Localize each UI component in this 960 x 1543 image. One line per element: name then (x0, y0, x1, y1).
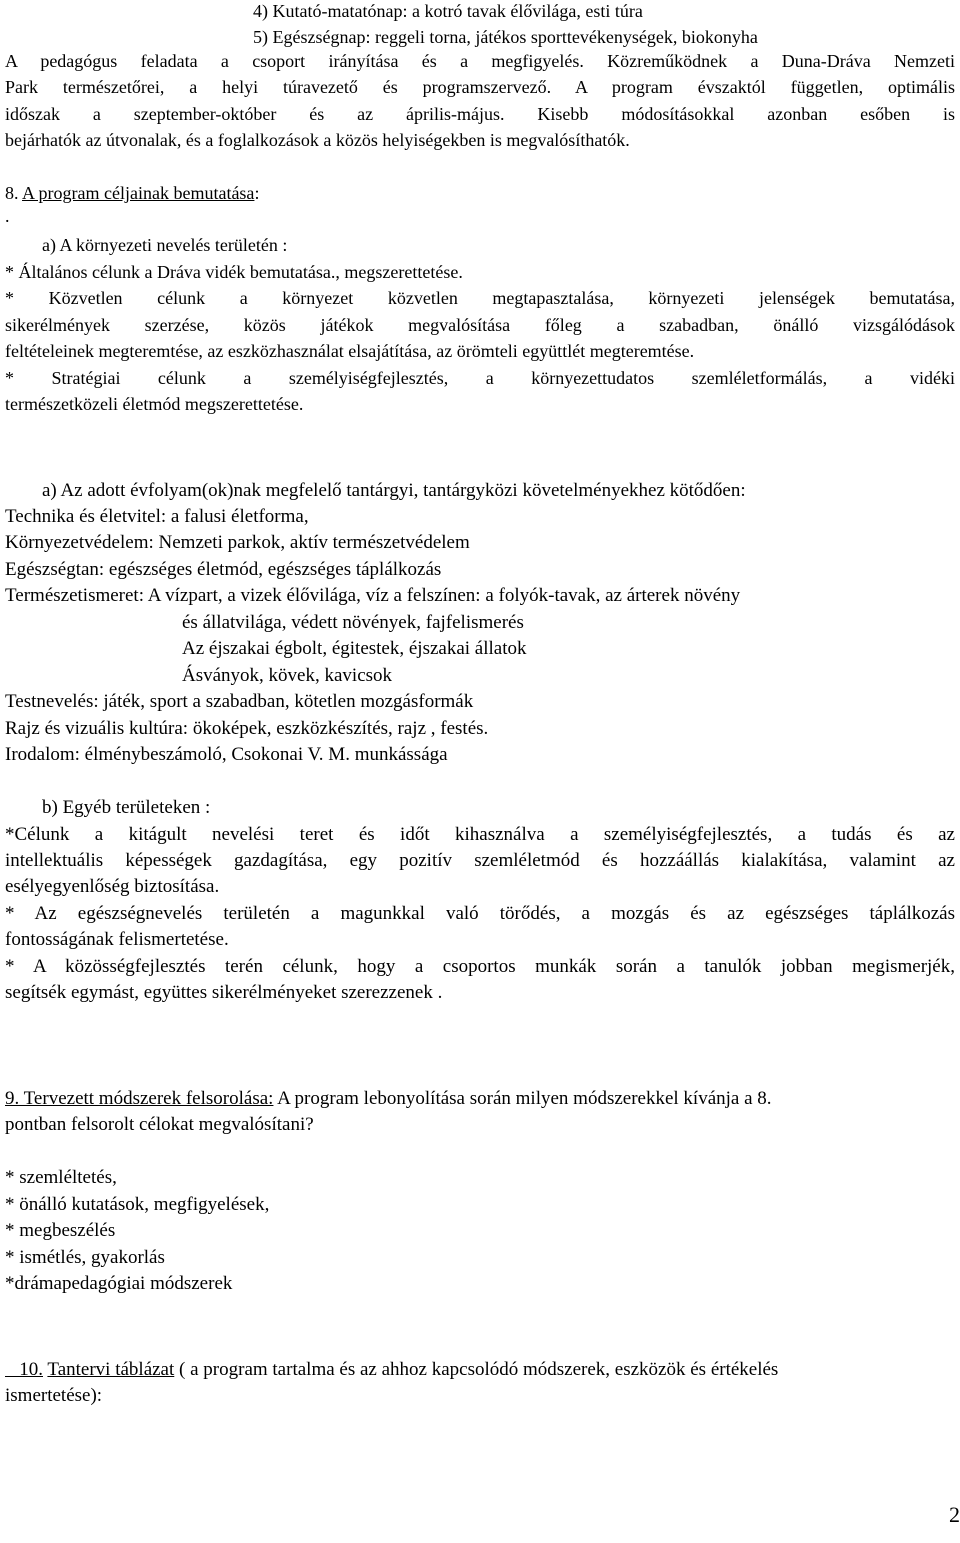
method-item: * önálló kutatások, megfigyelések, (5, 1194, 270, 1215)
health-education-line: * Az egészségnevelés területén a magunkkal való törődés, a mozgás és az egészséges táplálkozás (5, 903, 955, 924)
community-line: segítsék egymást, együttes sikerélményeket szerezzenek . (5, 982, 443, 1003)
subject-item: Testnevelés: játék, sport a szabadban, kötetlen mozgásformák (5, 691, 474, 712)
intro-line-4: 4) Kutató-matatónap: a kotró tavak élővilága, esti túra (253, 1, 643, 21)
method-item: * megbeszélés (5, 1220, 116, 1241)
direct-goal-line: * Közvetlen célunk a környezet közvetlen megtapasztalása, környezeti jelenségek bemutatása, (5, 288, 955, 308)
section-8-title: A program céljainak bemutatása (22, 183, 255, 203)
other-areas-line: esélyegyenlőség biztosítása. (5, 876, 220, 897)
stray-dot: . (5, 206, 10, 226)
subject-item: Technika és életvitel: a falusi életforma, (5, 506, 309, 527)
page-number: 2 (949, 1502, 960, 1527)
section-10-number: 10. (5, 1359, 43, 1380)
env-education-heading: a) A környezeti nevelés területén : (42, 235, 288, 255)
subject-item: Környezetvédelem: Nemzeti parkok, aktív természetvédelem (5, 532, 470, 553)
subject-item-continued: és állatvilága, védett növények, fajfelismerés (182, 612, 524, 633)
subject-item: Rajz és vizuális kultúra: ökoképek, eszközkészítés, rajz , festés. (5, 718, 489, 739)
method-item: *drámapedagógiai módszerek (5, 1273, 233, 1294)
strategic-goal-line: természetközeli életmód megszerettetése. (5, 394, 304, 414)
section-8-heading (5, 180, 955, 206)
subject-item: Egészségtan: egészséges életmód, egészséges táplálkozás (5, 559, 442, 580)
method-item: * szemléltetés, (5, 1167, 117, 1188)
section-8-number: 8. (5, 183, 23, 203)
section-9-text: A program lebonyolítása során milyen módszerekkel kívánja a 8. (273, 1088, 772, 1109)
intro-paragraph-line: bejárhatók az útvonalak, és a foglalkozások a közös helyiségekben is megvalósíthatók. (5, 130, 630, 150)
direct-goal-line: feltételeinek megteremtése, az eszközhasználat elsajátítása, az örömteli együttlét megteremtése. (5, 341, 695, 361)
intro-paragraph-line: időszak a szeptember-október és az április-május. Kisebb módosításokkal azonban esőben is (5, 104, 955, 124)
general-goal: * Általános célunk a Dráva vidék bemutatása., megszerettetése. (5, 262, 463, 282)
section-9-text-line: pontban felsorolt célokat megvalósítani? (5, 1114, 314, 1135)
other-areas-line: intellektuális képességek gazdagítása, egy pozitív szemléletmód és hozzáállás kialakítása, valamint az (5, 850, 955, 871)
other-areas-heading: b) Egyéb területeken : (42, 797, 211, 818)
health-education-line: fontosságának felismertetése. (5, 929, 229, 950)
intro-paragraph-line: A pedagógus feladata a csoport irányítása és a megfigyelés. Közreműködnek a Duna-Dráva Nemzeti (5, 51, 955, 71)
intro-paragraph-line: Park természetőrei, a helyi túravezető és programszervező. A program évszaktól független, optimális (5, 77, 955, 97)
community-line: * A közösségfejlesztés terén célunk, hogy a csoportos munkák során a tanulók jobban megismerjék, (5, 956, 955, 977)
method-item: * ismétlés, gyakorlás (5, 1247, 165, 1268)
section-9-title: 9. Tervezett módszerek felsorolása: (5, 1088, 274, 1109)
section-10-title: Tantervi táblázat (47, 1359, 175, 1380)
subject-item-continued: Ásványok, kövek, kavicsok (182, 665, 393, 686)
subject-item: Irodalom: élménybeszámoló, Csokonai V. M. munkássága (5, 744, 448, 765)
section-10-heading-line (5, 1357, 955, 1383)
intro-line-5: 5) Egészségnap: reggeli torna, játékos sporttevékenységek, biokonyha (253, 27, 758, 47)
section-8-colon: : (254, 183, 260, 203)
section-10-text: ( a program tartalma és az ahhoz kapcsolódó módszerek, eszközök és értékelés (174, 1359, 779, 1380)
direct-goal-line: sikerélmények szerzése, közös játékok megvalósítása főleg a szabadban, önálló vizsgálódások (5, 315, 955, 335)
strategic-goal-line: * Stratégiai célunk a személyiségfejlesztés, a környezettudatos szemléletformálás, a vidéki (5, 368, 955, 388)
other-areas-line: *Célunk a kitágult nevelési teret és időt kihasználva a személyiségfejlesztés, a tudás és az (5, 824, 955, 845)
subjects-heading: a) Az adott évfolyam(ok)nak megfelelő tantárgyi, tantárgyközi követelményekhez kötődően: (42, 480, 746, 501)
section-10-text-line: ismertetése): (5, 1385, 103, 1406)
section-9-heading-line (5, 1086, 955, 1112)
subject-item: Természetismeret: A vízpart, a vizek élővilága, víz a felszínen: a folyók-tavak, az árterek növény (5, 585, 741, 606)
subject-item-continued: Az éjszakai égbolt, égitestek, éjszakai állatok (182, 638, 527, 659)
